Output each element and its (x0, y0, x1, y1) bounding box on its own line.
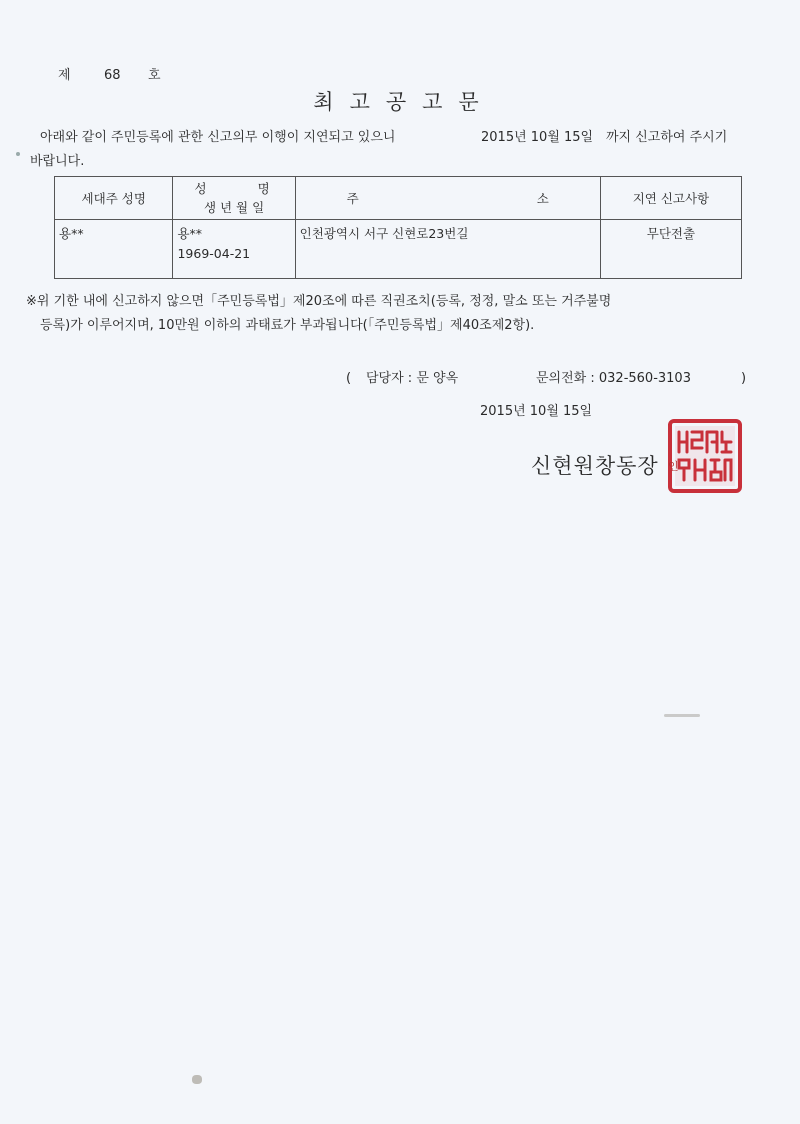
cell-address: 인천광역시 서구 신현로23번길 (295, 220, 600, 279)
notice-line2: 등록)가 이루어지며, 10만원 이하의 과태료가 부과됩니다(「주민등록법」제40조제2항). (40, 318, 535, 333)
document-number (58, 64, 161, 83)
doc-number-prefix: 제 (58, 68, 71, 83)
table-header-row (55, 177, 742, 220)
paper-smudge (664, 714, 700, 717)
header-address-a: 주 (346, 191, 359, 206)
header-status: 지연 신고사항 (600, 177, 741, 220)
contact-person: 담당자 : 문 양옥 (366, 371, 459, 386)
doc-number-suffix: 호 (148, 68, 161, 83)
cell-status: 무단전출 (600, 220, 741, 279)
intro-text-line1: 아래와 같이 주민등록에 관한 신고의무 이행이 지연되고 있으니 (40, 130, 396, 145)
intro-deadline-date: 2015년 10월 15일 (481, 130, 594, 145)
header-household-head: 세대주 성명 (55, 177, 173, 220)
contact-info (346, 367, 746, 386)
records-table (54, 176, 742, 279)
signatory-name: 신현원창동장 (531, 454, 659, 478)
margin-dot (16, 152, 20, 156)
header-address (295, 177, 600, 220)
contact-paren-open: ( (346, 371, 352, 386)
header-name-b: 명 (257, 181, 270, 196)
document-title: 최고공고문 (313, 90, 495, 114)
contact-phone: 문의전화 : 032-560-3103 (536, 371, 691, 386)
doc-number-value: 68 (104, 68, 121, 83)
seal-text (695, 454, 715, 459)
cell-household-head: 용** (55, 220, 173, 279)
issue-date: 2015년 10월 15일 (480, 404, 593, 419)
sign-mark: 인 (668, 460, 679, 473)
header-name-birth (173, 177, 295, 220)
table-row (55, 220, 742, 279)
notice-line1: ※위 기한 내에 신고하지 않으면「주민등록법」제20조에 따른 직권조치(등록, 정정, 말소 또는 거주불명 (26, 294, 612, 309)
header-address-b: 소 (536, 191, 549, 206)
header-name-a: 성 (194, 181, 207, 196)
cell-birth-date: 1969-04-21 (177, 246, 251, 261)
cell-name-birth (173, 220, 295, 279)
intro-text-tail: 까지 신고하여 주시기 (606, 130, 728, 145)
paper-smudge (192, 1075, 202, 1084)
header-birth: 생 년 월 일 (203, 200, 265, 215)
contact-paren-close: ) (741, 371, 747, 386)
cell-name: 용** (177, 226, 203, 241)
intro-text-line2: 바랍니다. (30, 154, 85, 169)
official-seal-icon (667, 418, 743, 494)
